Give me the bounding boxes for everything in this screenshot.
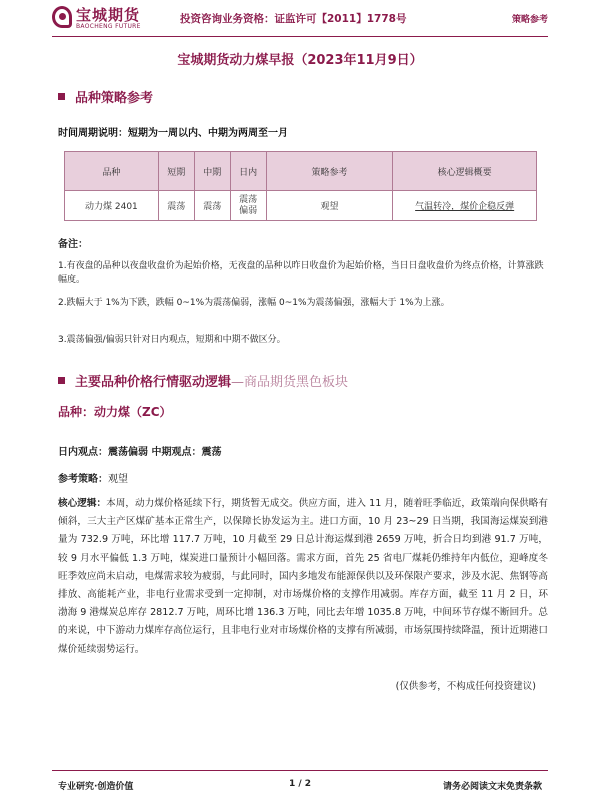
view-line: 日内观点：震荡偏弱 中期观点：震荡 [58, 447, 222, 458]
logo-text-cn: 宝城期货 [76, 6, 141, 24]
header-divider [52, 36, 548, 37]
square-bullet-icon [58, 377, 65, 384]
core-logic-text: 本周，动力煤价格延续下行，期货暂无成交。供应方面，进入 11 月，随着旺季临近，政策端向保供略有倾斜，三大主产区煤矿基本正常生产，以保障长协发运为主。进口方面，10 月 23~29 日当期，我国海运煤炭到港量为 732.9 万吨，环比增 117.7 万吨，10 月截至 29 日总计海运煤到港 2659 万吨，折合日均到港 91.7 万吨，较 9 月水平偏低 1.3 万吨，煤炭进口量预计小幅回落。需求方面，首先 25 省电厂煤耗仍维持年内低位，迎峰度冬旺季效应尚未启动，电煤需求较为疲弱，与此同时，国内多地发布能源保供以及环保限产要求，涉及水泥、焦钢等高排放、高能耗产业，非电行业需求受到一定抑制，对市场煤价格的支撑作用减弱。库存方面，截至 11 月 2 日，环渤海 9 港煤炭总库存 2812.7 万吨，周环比增 136.3 万吨，同比去年增 1035.8 万吨，中间环节存煤不断回升。总的来说，中下游动力煤库存高位运行，且非电行业对市场煤价格的支撑有所减弱，市场氛围持续降温，预计近期港口煤价延续弱势运行。 [58, 498, 549, 655]
report-title: 宝城期货动力煤早报（2023年11月9日） [177, 53, 423, 68]
logo-icon [52, 6, 72, 28]
logo-text-en: BAOCHENG FUTURE [76, 23, 141, 30]
col-header-variety: 品种 [65, 152, 159, 191]
cell-short: 震荡 [158, 191, 194, 221]
col-header-intraday: 日内 [230, 152, 266, 191]
notes-heading: 备注： [58, 239, 88, 250]
disclaimer: (仅供参考，不构成任何投资建议) [395, 681, 536, 692]
cell-strategy: 观望 [266, 191, 393, 221]
col-header-strategy: 策略参考 [266, 152, 393, 191]
cell-logic-link[interactable]: 气温转冷，煤价企稳反弹 [393, 191, 537, 221]
footer-slogan: 专业研究·创造价值 [58, 782, 134, 792]
section-heading-strategy [58, 87, 153, 106]
table-row [65, 191, 537, 221]
col-header-short: 短期 [158, 152, 194, 191]
footer-disclaimer-link[interactable]: 请务必阅读文末免责条款 [442, 782, 542, 792]
square-bullet-icon [58, 93, 65, 100]
note-item: 1.有夜盘的品种以夜盘收盘价为起始价格，无夜盘的品种以昨日收盘价为起始价格，当日日盘收盘价为终点价格，计算涨跌幅度。 [58, 261, 544, 285]
note-item: 2.跌幅大于 1%为下跌，跌幅 0~1%为震荡偏弱，涨幅 0~1%为震荡偏强，涨幅大于 1%为上涨。 [58, 298, 450, 308]
cell-variety: 动力煤 2401 [65, 191, 159, 221]
header-category-label: 策略参考 [511, 15, 548, 25]
core-logic-paragraph [58, 495, 548, 659]
section-title: 主要品种价格行情驱动逻辑 [75, 375, 232, 390]
strategy-table [64, 151, 537, 221]
strategy-line [58, 470, 128, 485]
company-logo [52, 4, 152, 34]
page-header [52, 4, 548, 34]
section-subtitle: —商品期货黑色板块 [231, 375, 349, 390]
cell-intraday: 震荡偏弱 [230, 191, 266, 221]
table-header-row [65, 152, 537, 191]
col-header-mid: 中期 [194, 152, 230, 191]
qualification-text: 投资咨询业务资格：证监许可【2011】1778号 [180, 13, 407, 25]
section-heading-drivers [58, 371, 348, 390]
strategy-label: 参考策略： [58, 474, 108, 485]
core-logic-label: 核心逻辑： [58, 498, 107, 509]
section-title: 品种策略参考 [75, 91, 154, 106]
note-item: 3.震荡偏强/偏弱只针对日内观点，短期和中期不做区分。 [58, 335, 286, 345]
footer-divider [52, 770, 548, 771]
period-note: 时间周期说明：短期为一周以内、中期为两周至一月 [58, 128, 288, 139]
variety-heading: 品种：动力煤（ZC） [58, 405, 172, 419]
col-header-logic: 核心逻辑概要 [393, 152, 537, 191]
cell-mid: 震荡 [194, 191, 230, 221]
strategy-value: 观望 [108, 474, 128, 485]
page-number: 1 / 2 [288, 779, 312, 789]
